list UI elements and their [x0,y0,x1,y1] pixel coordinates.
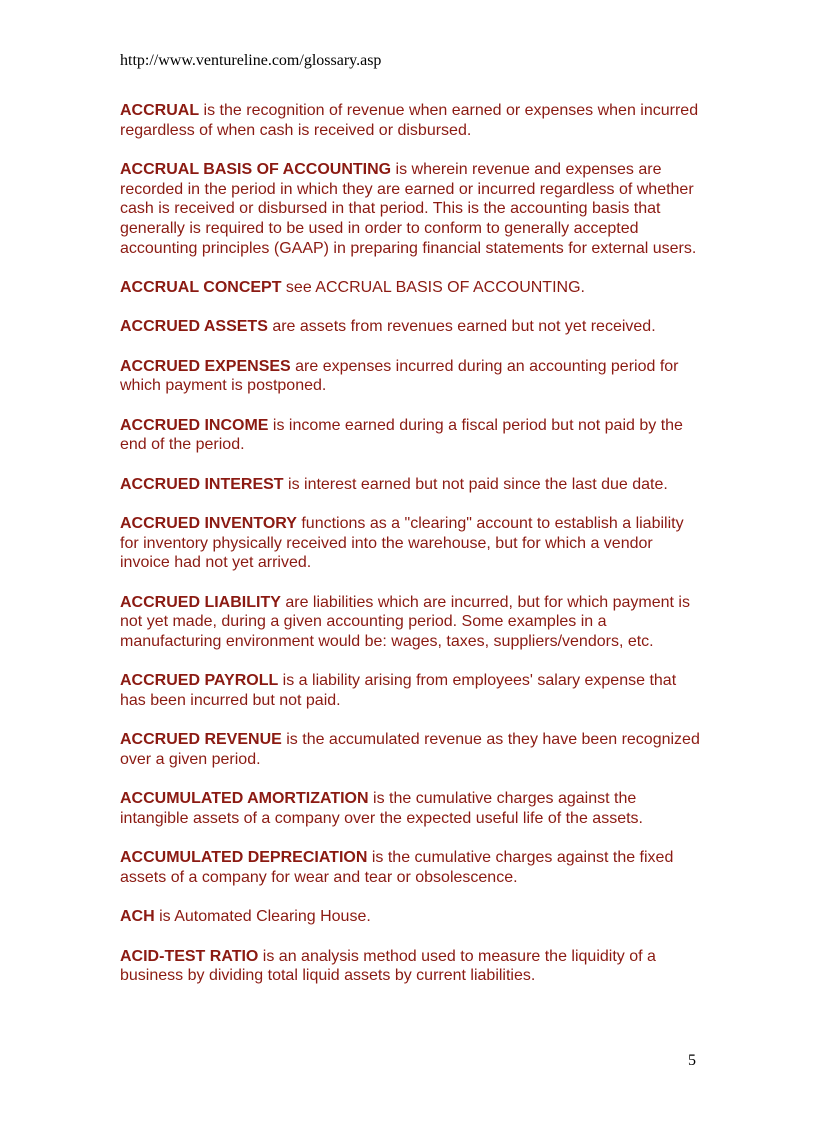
glossary-definition: functions as a "clearing" account to establish a liability for inventory physically received into the warehouse, but for which a vendor invoice had not yet arrived. [120,515,684,572]
glossary-entries [120,101,702,1006]
glossary-entry [120,416,702,455]
glossary-definition: is the cumulative charges against the fixed assets of a company for wear and tear or obsolescence. [120,849,674,887]
glossary-entry [120,730,702,769]
glossary-definition: is income earned during a fiscal period but not paid by the end of the period. [120,416,683,454]
glossary-definition: are liabilities which are incurred, but for which payment is not yet made, during a given accounting period. Some examples in a manufacturing environment would be: wages, taxes, suppliers/vendors, etc. [120,593,690,651]
glossary-definition: is the accumulated revenue as they have been recognized over a given period. [120,731,700,769]
glossary-entry [120,848,702,887]
glossary-entry [120,593,702,652]
glossary-entry [120,278,702,298]
glossary-term: ACH [120,908,155,926]
glossary-definition: see ACCRUAL BASIS OF ACCOUNTING. [281,279,585,297]
glossary-entry [120,947,702,986]
source-url: http://www.ventureline.com/glossary.asp [120,52,382,69]
glossary-entry [120,317,702,337]
glossary-definition: is a liability arising from employees' salary expense that has been incurred but not paid. [120,672,677,710]
glossary-term: ACCUMULATED AMORTIZATION [120,790,369,808]
glossary-term: ACCRUAL CONCEPT [120,279,282,297]
glossary-term: ACCRUED PAYROLL [120,672,279,690]
glossary-term: ACCRUAL BASIS OF ACCOUNTING [120,161,392,178]
glossary-term: ACCRUED EXPENSES [120,357,291,375]
glossary-definition: is the cumulative charges against the intangible assets of a company over the expected useful life of the assets. [120,790,643,828]
glossary-entry [120,475,702,495]
glossary-entry [120,514,702,573]
glossary-term: ACCRUED INTEREST [120,475,284,493]
glossary-definition: is an analysis method used to measure the liquidity of a business by dividing total liquid assets by current liabilities. [120,947,656,985]
glossary-entry [120,160,702,259]
glossary-definition: is wherein revenue and expenses are recorded in the period in which they are earned or incurred regardless of whether cash is received or disbursed in that period. This is the accounting basis that generally is required to be used in order to conform to generally accepted accounting principles (GAAP) in preparing financial statements for external users. [120,161,697,257]
glossary-definition: is Automated Clearing House. [154,908,371,926]
glossary-term: ACCUMULATED DEPRECIATION [120,849,368,867]
glossary-entry [120,101,702,140]
glossary-term: ACCRUAL [120,102,200,119]
glossary-entry [120,789,702,828]
glossary-term: ACCRUED INCOME [120,416,269,434]
glossary-entry [120,671,702,710]
glossary-definition: is interest earned but not paid since the last due date. [283,475,668,493]
glossary-definition: are assets from revenues earned but not yet received. [267,318,656,336]
glossary-term: ACCRUED ASSETS [120,318,268,336]
page-number: 5 [688,1052,696,1069]
glossary-term: ACCRUED REVENUE [120,731,282,749]
glossary-entry [120,907,702,927]
glossary-term: ACCRUED INVENTORY [120,515,297,532]
glossary-definition: is the recognition of revenue when earned or expenses when incurred regardless of when cash is received or disbursed. [120,102,699,139]
glossary-term: ACCRUED LIABILITY [120,593,281,611]
glossary-definition: are expenses incurred during an accounting period for which payment is postponed. [120,357,679,395]
glossary-term: ACID-TEST RATIO [120,947,259,965]
glossary-entry [120,357,702,396]
